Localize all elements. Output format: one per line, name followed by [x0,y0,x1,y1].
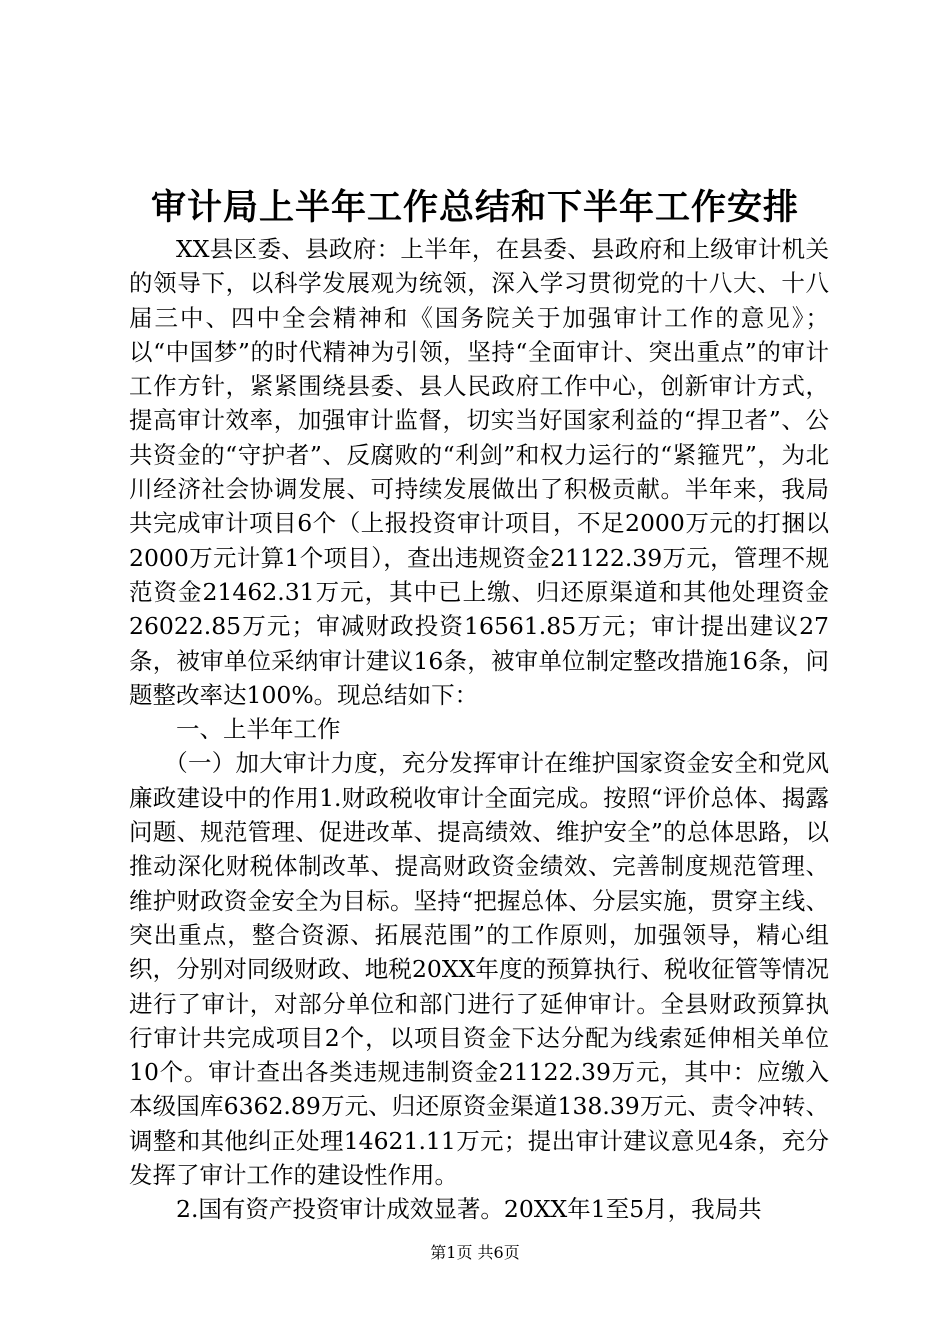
document-body [129,232,829,1227]
page-footer: 第1页 共6页 [430,1243,520,1262]
document-title: 审计局上半年工作总结和下半年工作安排 [150,187,799,228]
section-heading-first-half: 一、上半年工作 [176,715,341,744]
paragraph-intro: XX县区委、县政府：上半年，在县委、县政府和上级审计机关的领导下，以科学发展观为统领，深入学习贯彻党的十八大、十八届三中、四中全会精神和《国务院关于加强审计工作的意见》；以“中国梦”的时代精神为引领，坚持“全面审计、突出重点”的审计工作方针，紧紧围绕县委、县人民政府工作中心，创新审计方式，提高审计效率，加强审计监督，切实当好国家利益的“捍卫者”、公共资金的“守护者”、反腐败的“利剑”和权力运行的“紧箍咒”，为北川经济社会协调发展、可持续发展做出了积极贡献。半年来，我局共完成审计项目6个（上报投资审计项目，不足2000万元的打捆以2000万元计算1个项目），查出违规资金21122.39万元，管理不规范资金21462.31万元，其中已上缴、归还原渠道和其他处理资金26022.85万元；审减财政投资16561.85万元；审计提出建议27条，被审单位采纳审计建议16条，被审单位制定整改措施16条，问题整改率达100%。现总结如下： [129,235,829,709]
paragraph-audit-strength: （一）加大审计力度，充分发挥审计在维护国家资金安全和党风廉政建设中的作用1.财政税收审计全面完成。按照“评价总体、揭露问题、规范管理、促进改革、提高绩效、维护安全”的总体思路，以推动深化财税体制改革、提高财政资金绩效、完善制度规范管理、维护财政资金安全为目标。坚持“把握总体、分层实施，贯穿主线、突出重点，整合资源、拓展范围”的工作原则，加强领导，精心组织，分别对同级财政、地税20XX年度的预算执行、税收征管等情况进行了审计，对部分单位和部门进行了延伸审计。全县财政预算执行审计共完成项目2个，以项目资金下达分配为线索延伸相关单位10个。审计查出各类违规违制资金21122.39万元，其中：应缴入本级国库6362.89万元、归还原资金渠道138.39万元、责令冲转、调整和其他纠正处理14621.11万元；提出审计建议意见4条，充分发挥了审计工作的建设性作用。 [129,749,829,1190]
paragraph-state-assets: 2.国有资产投资审计成效显著。20XX年1至5月，我局共 [176,1195,762,1224]
